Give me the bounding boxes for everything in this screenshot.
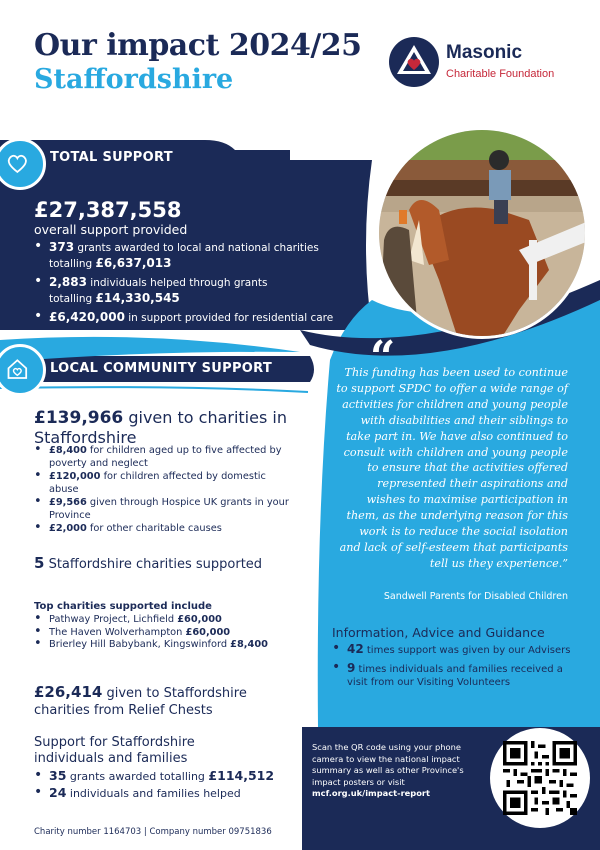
list-item: • £9,566 given through Hospice UK grants in your Province xyxy=(34,497,294,522)
masonic-logo xyxy=(388,36,588,92)
list-item: • The Haven Wolverhampton £60,000 xyxy=(34,627,274,640)
advice-list xyxy=(332,643,582,694)
quote-attribution: Sandwell Parents for Disabled Children xyxy=(383,591,568,602)
list-item: • £6,420,000 in support provided for residential care xyxy=(34,310,354,326)
list-item: • 35 grants awarded totalling £114,512 xyxy=(34,768,294,785)
impact-report-link[interactable]: mcf.org.uk/impact-report xyxy=(312,788,430,799)
local-community-amount: £139,966 given to charities in Staffordshire xyxy=(34,408,287,447)
horse-riding-photo xyxy=(376,127,588,339)
logo-name: Masonic xyxy=(446,42,523,63)
advice-heading: Information, Advice and Guidance xyxy=(332,625,545,640)
logo-subtitle: Charitable Foundation xyxy=(446,68,555,80)
list-item: • Pathway Project, Lichfield £60,000 xyxy=(34,614,274,627)
list-item: • 373 grants awarded to local and national charities totalling £6,637,013 xyxy=(34,240,354,272)
logo-mark-icon xyxy=(388,36,440,88)
top-charities-list xyxy=(34,614,274,652)
qr-instructions: Scan the QR code using your phone camera to view the national impact summary as well as other Province's impact posters or visit mcf.org.uk/impact-report xyxy=(312,742,464,799)
individuals-support-list xyxy=(34,768,294,802)
quote-mark-icon: “ xyxy=(370,332,396,383)
heart-icon xyxy=(0,141,43,187)
list-item: • 2,883 individuals helped through grants totalling £14,330,545 xyxy=(34,275,354,307)
page-title: Our impact 2024/25 xyxy=(34,28,362,63)
charity-registration: Charity number 1164703 | Company number 09751836 xyxy=(34,827,272,837)
total-support-amount: £27,387,558 xyxy=(34,198,182,222)
page-subtitle-region: Staffordshire xyxy=(34,64,234,95)
list-item: • 42 times support was given by our Advisers xyxy=(332,643,582,657)
qr-code-icon[interactable] xyxy=(503,741,577,815)
total-support-list xyxy=(34,240,354,329)
charities-supported: 5 Staffordshire charities supported xyxy=(34,554,263,572)
local-community-heading: LOCAL COMMUNITY SUPPORT xyxy=(50,361,273,376)
list-item: • Brierley Hill Babybank, Kingswinford £8,400 xyxy=(34,639,274,652)
top-charities-heading: Top charities supported include xyxy=(34,601,212,612)
list-item: • 9 times individuals and families received a visit from our Visiting Volunteers xyxy=(332,662,582,689)
heart-circle-icon xyxy=(0,138,46,190)
list-item: • £8,400 for children aged up to five affected by poverty and neglect xyxy=(34,445,294,470)
house-heart-icon xyxy=(0,347,43,393)
list-item: • £120,000 for children affected by domestic abuse xyxy=(34,471,294,496)
list-item: • £2,000 for other charitable causes xyxy=(34,523,294,536)
local-community-list xyxy=(34,445,294,537)
total-support-heading: TOTAL SUPPORT xyxy=(50,150,173,165)
testimonial-quote: This funding has been used to continue to support SPDC to offer a wide range of activities for children and young people with disabilities and their siblings to take part in. We have also continued to consult with children and young people to ensure that the activities offered represented their aspirations and wishes to maximise participation in them, as the underlying reason for this work is to reduce the social isolation and lack of self-esteem that participants tell us they experience.” xyxy=(336,366,568,570)
relief-chests-amount: £26,414 given to Staffordshire charities from Relief Chests xyxy=(34,683,247,718)
individuals-support-heading: Support for Staffordshire individuals and families xyxy=(34,735,195,766)
total-support-caption: overall support provided xyxy=(34,222,188,237)
house-circle-icon xyxy=(0,344,46,396)
list-item: • 24 individuals and families helped xyxy=(34,785,294,802)
